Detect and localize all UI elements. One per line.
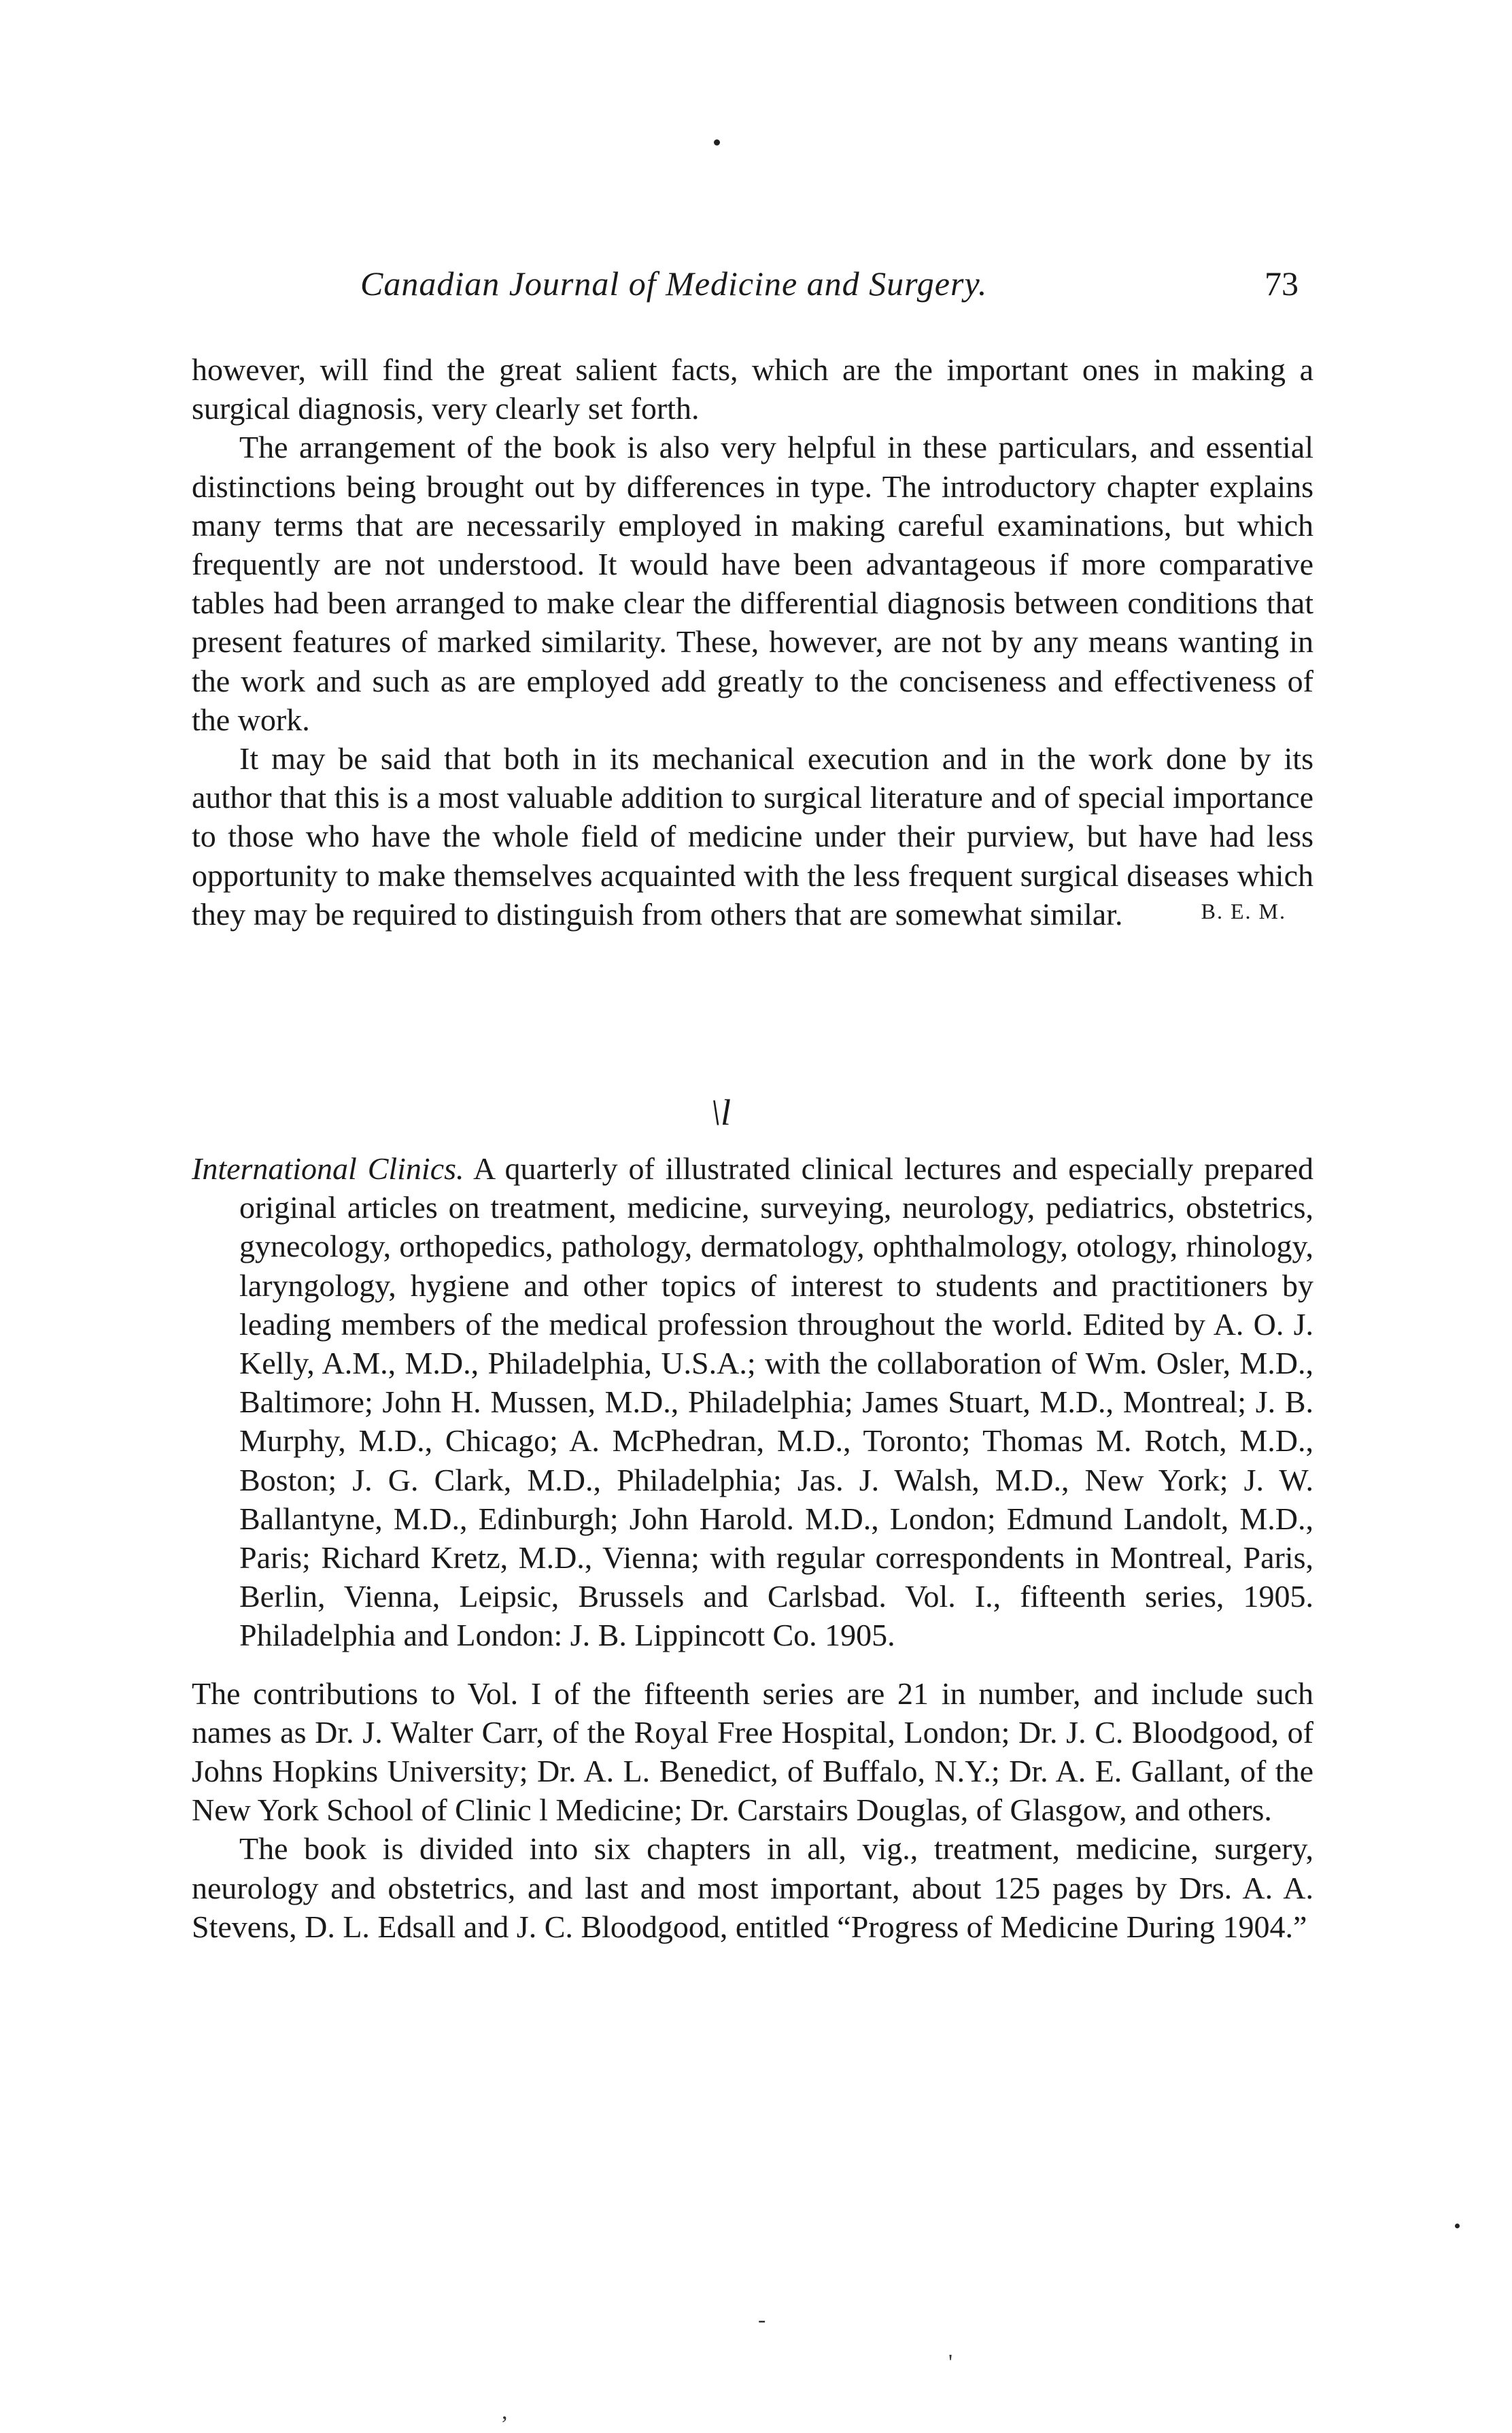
entry-title: International Clinics. xyxy=(192,1151,464,1186)
review-bem-paragraph-3-text: It may be said that both in its mechanical execution and in the work done by its author that this is a most valuable addition to surgical literature and of special importance to those who have the whole field of medicine under their purview, but have had less opportunity to make themselves acquainted with the less frequent surgical diseases which they may be required to distinguish from others that are somewhat similar. xyxy=(192,741,1313,932)
entry-text: A quarterly of illustrated clinical lectures and especially prepared original articles on treatment, medicine, surveying, neurology, pediatrics, obstetrics, gynecology, orthopedics, pathology, dermatology, ophthalmology, otology, rhinology, laryngology, hygiene and other topics of interest to students and practitioners by leading members of the medical profession throughout the world. Edited by A. O. J. Kelly, A.M., M.D., Philadelphia, U.S.A.; with the collaboration of Wm. Osler, M.D., Baltimore; John H. Mussen, M.D., Philadelphia; James Stuart, M.D., Montreal; J. B. Murphy, M.D., Chicago; A. McPhedran, M.D., Toronto; Thomas M. Rotch, M.D., Boston; J. G. Clark, M.D., Philadelphia; Jas. J. Walsh, M.D., New York; J. W. Ballantyne, M.D., Edinburgh; John Harold. M.D., London; Edmund Landolt, M.D., Paris; Richard Kretz, M.D., Vienna; with regular correspondents in Montreal, Paris, Berlin, Vienna, Leipsic, Brussels and Carlsbad. Vol. I., fifteenth series, 1905. Philadelphia and London: J. B. Lippincott Co. 1905. xyxy=(239,1151,1313,1653)
bibliographic-entry xyxy=(192,1149,1313,1655)
review-bem-paragraph-2: The arrangement of the book is also very helpful in these particulars, and essential distinctions being brought out by differences in type. The introductory chapter explains many terms that are necessarily employed in making careful examinations, but which frequently are not understood. It would have been advantageous if more comparative tables had been arranged to make clear the differential diagnosis between conditions that present features of marked similarity. These, however, are not by any means wanting in the work and such as are employed add greatly to the conciseness and effectiveness of the work. xyxy=(192,430,1313,737)
review-bem-paragraph-3 xyxy=(192,739,1313,934)
clinics-paragraph-1: The contributions to Vol. I of the fifteenth series are 21 in number, and include such names as Dr. J. Walter Carr, of the Royal Free Hospital, London; Dr. J. C. Bloodgood, of Johns Hopkins University; Dr. A. L. Benedict, of Buffalo, N.Y.; Dr. A. E. Gallant, of the New York School of Clinic l Medicine; Dr. Carstairs Douglas, of Glasgow, and others. xyxy=(192,1675,1313,1828)
stray-mark-bottom-3: , xyxy=(502,2399,508,2424)
running-header xyxy=(360,260,1299,307)
reviewer-signature: B. E. M. xyxy=(1201,898,1286,923)
stray-mark-bottom-2: ' xyxy=(948,2350,953,2375)
clinics-paragraph-2: The book is divided into six chapters in all, vig., treatment, medicine, surgery, neurology and obstetrics, and last and most important, about 125 pages by Drs. A. A. Stevens, D. L. Edsall and J. C. Bloodgood, entitled “Progress of Medicine During 1904.” xyxy=(192,1831,1313,1944)
review-international-clinics xyxy=(192,1149,1313,1946)
stray-mark-bottom-1: - xyxy=(758,2307,766,2332)
page-number: 73 xyxy=(1265,265,1299,303)
stray-dot-right xyxy=(1455,2224,1460,2228)
review-bem xyxy=(192,350,1313,934)
review-bem-paragraph-1: however, will find the great salient facts, which are the important ones in making a surgical diagnosis, very clearly set forth. xyxy=(192,352,1313,426)
running-title: Canadian Journal of Medicine and Surgery. xyxy=(360,265,988,303)
stray-dot-top xyxy=(714,139,720,146)
separator-mark: \l xyxy=(710,1092,732,1133)
